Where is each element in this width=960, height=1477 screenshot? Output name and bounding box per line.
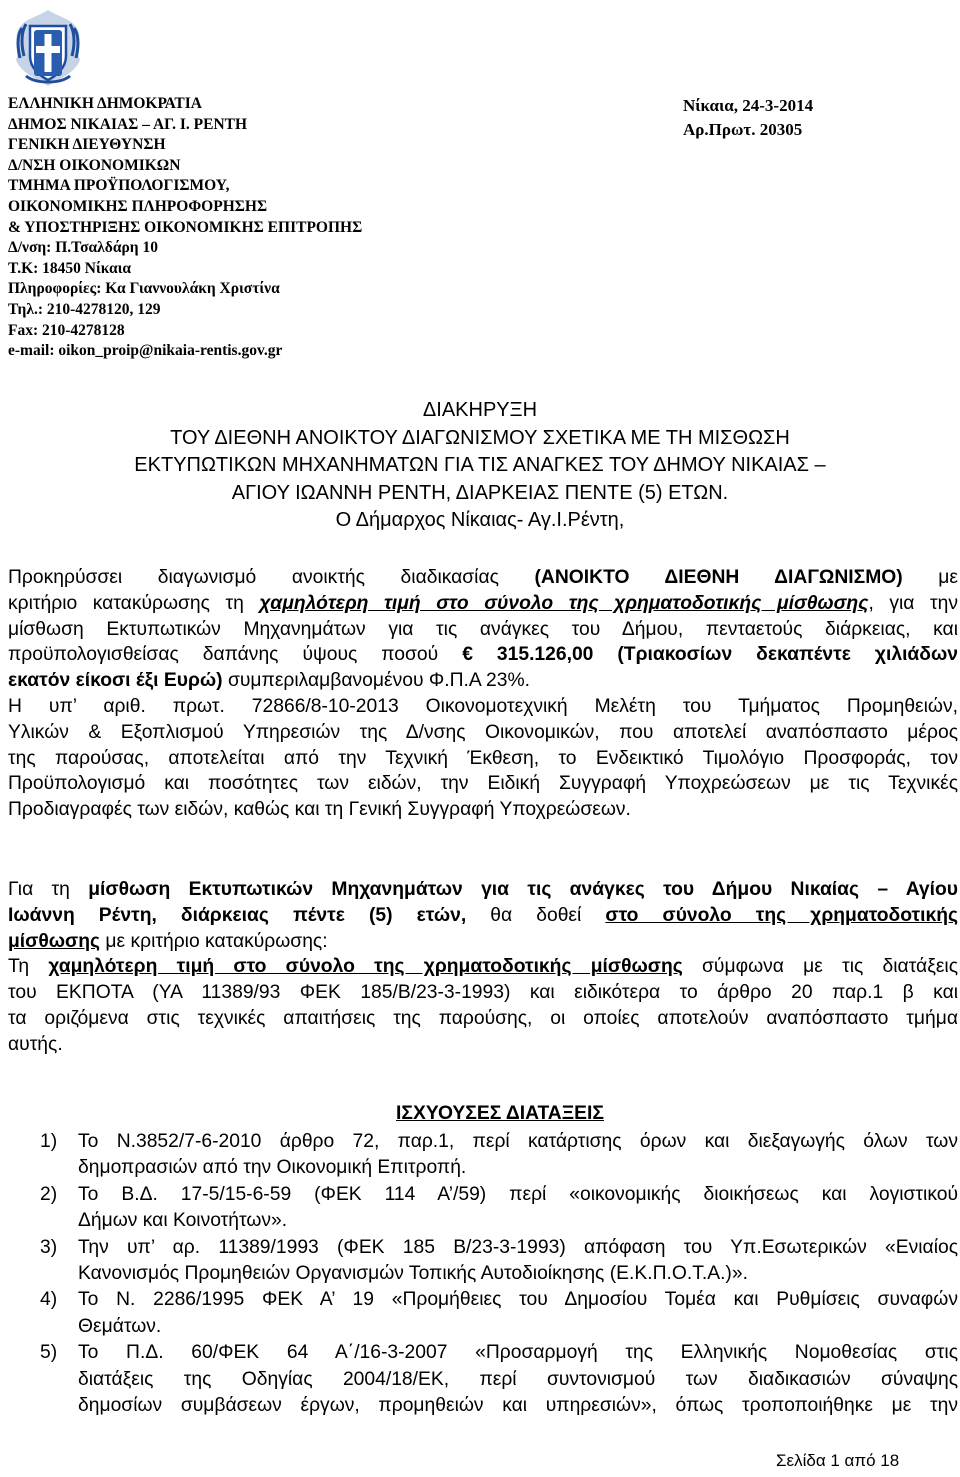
provisions-list	[8, 1129, 958, 1419]
list-number: 1)	[40, 1131, 58, 1152]
announcement-paragraph	[8, 565, 958, 823]
title-line: ΕΚΤΥΠΩΤΙΚΩΝ ΜΗΧΑΝΗΜΑΤΩΝ ΓΙΑ ΤΙΣ ΑΝΑΓΚΕΣ ΤΟΥ ΔΗΜΟΥ ΝΙΚΑΙΑΣ –	[134, 454, 826, 476]
award-criterion-span: χαμηλότερη τιμή στο σύνολο της χρηματοδοτικής μίσθωσης	[259, 592, 869, 614]
list-text-line: Το Ν.3852/7-6-2010 άρθρο 72, παρ.1, περί κατάρτισης όρων και διεξαγωγής όλων των	[78, 1131, 958, 1152]
list-number: 2)	[40, 1183, 58, 1205]
text-span: κριτήριο κατακύρωσης τη	[8, 592, 260, 614]
title-line: ΤΟΥ ΔΙΕΘΝΗ ΑΝΟΙΚΤΟΥ ΔΙΑΓΩΝΙΣΜΟΥ ΣΧΕΤΙΚΑ ΜΕ ΤΗ ΜΙΣΘΩΣΗ	[170, 426, 790, 449]
bold-span: Ιωάννη Ρέντη, διάρκειας πέντε (5) ετών,	[8, 904, 467, 926]
protocol-number: Αρ.Πρωτ. 20305	[683, 120, 803, 139]
list-text-line: διατάξεις της Οδηγίας 2004/18/ΕΚ, περί συντονισμού των διαδικασιών σύναψης	[78, 1368, 958, 1390]
list-text-line: δημοσίων συμβάσεων έργων, προμηθειών και υπηρεσιών», όπως τροποποιήθηκε με την	[78, 1395, 958, 1417]
text-line	[8, 642, 958, 668]
amount-span: εκατόν είκοσι έξι Ευρώ)	[8, 670, 223, 692]
amount-span: 315.126,00 (Τριακοσίων δεκαπέντε χιλιάδων	[496, 644, 958, 666]
date-protocol-block	[683, 94, 813, 142]
text-span: συμπεριλαμβανομένου Φ.Π.Α 23%.	[222, 670, 530, 692]
text-line: αυτής.	[8, 1033, 63, 1055]
document-date: Νίκαια, 24-3-2014	[683, 96, 814, 115]
list-item	[8, 1235, 958, 1288]
text-line	[8, 929, 958, 955]
list-number: 5)	[40, 1342, 58, 1364]
text-line: Υλικών & Εξοπλισμού Υπηρεσιών της Δ/νσης Οικονομικών, που αποτελεί αναπόσπαστο μέρος	[8, 721, 958, 743]
text-span: με κριτήριο κατακύρωσης:	[100, 930, 328, 952]
text-span: Τη	[8, 956, 49, 978]
section-title: ΙΣΧΥΟΥΣΕΣ ΔΙΑΤΑΞΕΙΣ	[396, 1103, 604, 1124]
mayor-line: Ο Δήμαρχος Νίκαιας- Αγ.Ι.Ρέντη,	[335, 509, 625, 531]
text-span: Προκηρύσσει διαγωνισμό ανοικτής διαδικασίας	[8, 567, 535, 588]
list-item	[8, 1129, 958, 1182]
list-text-line: Το Β.Δ. 17-5/15-6-59 (ΦΕΚ 114 Α’/59) περί «οικονομικής διοικήσεως και λογιστικού	[78, 1183, 958, 1205]
header-line: Τ.Κ: 18450 Νίκαια	[8, 259, 132, 277]
euro-sign: €	[462, 644, 497, 666]
page-number: Σελίδα 1 από 18	[776, 1451, 900, 1470]
header-line: Fax: 210-4278128	[8, 321, 125, 339]
title-line: ΑΓΙΟΥ ΙΩΑΝΝΗ ΡΕΝΤΗ, ΔΙΑΡΚΕΙΑΣ ΠΕΝΤΕ (5) ΕΤΩΝ.	[231, 481, 729, 504]
bold-underline-span: μίσθωσης	[8, 930, 101, 952]
text-line: Η υπ’ αριθ. πρωτ. 72866/8-10-2013 Οικονομοτεχνική Μελέτη του Τμήματος Προμηθειών,	[8, 695, 958, 717]
text-line	[8, 903, 958, 929]
text-span: Για τη	[8, 879, 89, 900]
bold-underline-span: στο σύνολο της χρηματοδοτικής	[605, 904, 959, 926]
header-line: ΓΕΝΙΚΗ ΔΙΕΥΘΥΝΣΗ	[8, 136, 166, 154]
greek-coat-of-arms-icon	[6, 6, 90, 90]
list-item	[8, 1340, 958, 1419]
text-line: Προϋπολογισμό και ποσότητες των ειδών, την Ειδική Συγγραφή Υποχρεώσεων με τις Τεχνικές	[8, 773, 958, 795]
list-text-line: Την υπ’ αρ. 11389/1993 (ΦΕΚ 185 Β/23-3-1993) απόφαση του Υπ.Εσωτερικών «Ενιαίος	[78, 1236, 958, 1258]
list-item	[8, 1287, 958, 1340]
tender-scope-paragraph	[8, 877, 958, 1058]
text-line: της παρούσας, αποτελείται από την Τεχνική Έκθεση, το Ενδεικτικό Τιμολόγιο Προσφοράς, τον	[8, 747, 958, 769]
list-text-line: Δήμων και Κοινοτήτων».	[78, 1210, 288, 1232]
header-line: & ΥΠΟΣΤΗΡΙΞΗΣ ΟΙΚΟΝΟΜΙΚΗΣ ΕΠΙΤΡΟΠΗΣ	[8, 218, 363, 236]
text-line: μίσθωση Εκτυπωτικών Μηχανημάτων για τις ανάγκες του Δήμου, πενταετούς διάρκειας, και	[8, 618, 958, 640]
text-span: με	[902, 567, 959, 588]
bold-span: μίσθωση Εκτυπωτικών Μηχανημάτων για τις ανάγκες του Δήμου Νικαίας – Αγίου	[88, 879, 958, 900]
text-line	[8, 668, 958, 694]
header-line: ΕΛΛΗΝΙΚΗ ΔΗΜΟΚΡΑΤΙΑ	[8, 95, 202, 112]
document-heading: ΔΙΑΚΗΡΥΞΗ	[422, 399, 538, 421]
header-line: ΔΗΜΟΣ ΝΙΚΑΙΑΣ – ΑΓ. Ι. ΡΕΝΤΗ	[8, 115, 248, 133]
text-span: σύμφωνα με τις διατάξεις	[682, 956, 959, 978]
list-text-line: Το Ν. 2286/1995 ΦΕΚ Α’ 19 «Προμήθειες του Δημοσίου Τομέα και Ρυθμίσεις συναφών	[78, 1289, 958, 1311]
text-line	[8, 565, 958, 591]
text-line	[8, 877, 958, 903]
list-number: 4)	[40, 1289, 58, 1311]
bold-span: (ΑΝΟΙΚΤΟ ΔΙΕΘΝΗ ΔΙΑΓΩΝΙΣΜΟ)	[534, 567, 903, 588]
header-line: Πληροφορίες: Κα Γιαννουλάκη Χριστίνα	[8, 280, 280, 298]
header-line: ΤΜΗΜΑ ΠΡΟΫΠΟΛΟΓΙΣΜΟΥ,	[8, 177, 230, 195]
header-line: ΟΙΚΟΝΟΜΙΚΗΣ ΠΛΗΡΟΦΟΡΗΣΗΣ	[8, 197, 268, 215]
text-line: Προδιαγραφές των ειδών, καθώς και τη Γενική Συγγραφή Υποχρεώσεων.	[8, 799, 631, 821]
header-line: Δ/ΝΣΗ ΟΙΚΟΝΟΜΙΚΩΝ	[8, 156, 181, 174]
list-item	[8, 1182, 958, 1235]
document-title-block	[0, 397, 960, 535]
issuer-address-block	[8, 94, 568, 362]
list-text-line: Το Π.Δ. 60/ΦΕΚ 64 Α΄/16-3-2007 «Προσαρμογή της Ελληνικής Νομοθεσίας στις	[78, 1342, 958, 1364]
text-line	[8, 954, 958, 980]
header-line: Δ/νση: Π.Τσαλδάρη 10	[8, 239, 158, 257]
text-span: προϋπολογισθείσας δαπάνης ύψους ποσού	[8, 644, 463, 666]
text-span: , για την	[868, 592, 958, 614]
bold-underline-span: χαμηλότερη τιμή στο σύνολο της χρηματοδοτικής μίσθωσης	[48, 956, 683, 978]
text-span: θα δοθεί	[466, 904, 606, 926]
list-text-line: Κανονισμός Προμηθειών Οργανισμών Τοπικής Αυτοδιοίκησης (Ε.Κ.Π.Ο.Τ.Α.)».	[78, 1263, 748, 1285]
text-line: τα οριζόμενα στις τεχνικές απαιτήσεις της παρούσης, οι οποίες αποτελούν αναπόσπαστο τμήμα	[8, 1007, 958, 1029]
text-line: του ΕΚΠΟΤΑ (ΥΑ 11389/93 ΦΕΚ 185/Β/23-3-1993) και ειδικότερα το άρθρο 20 παρ.1 β και	[8, 982, 958, 1004]
header-line: Τηλ.: 210-4278120, 129	[8, 300, 161, 318]
list-text-line: Θεμάτων.	[78, 1315, 162, 1337]
header-email: e-mail: oikon_proip@nikaia-rentis.gov.gr	[8, 342, 283, 360]
list-text-line: δημοπρασιών από την Οικονομική Επιτροπή.	[78, 1157, 467, 1179]
list-number: 3)	[40, 1236, 58, 1258]
text-line	[8, 591, 958, 617]
